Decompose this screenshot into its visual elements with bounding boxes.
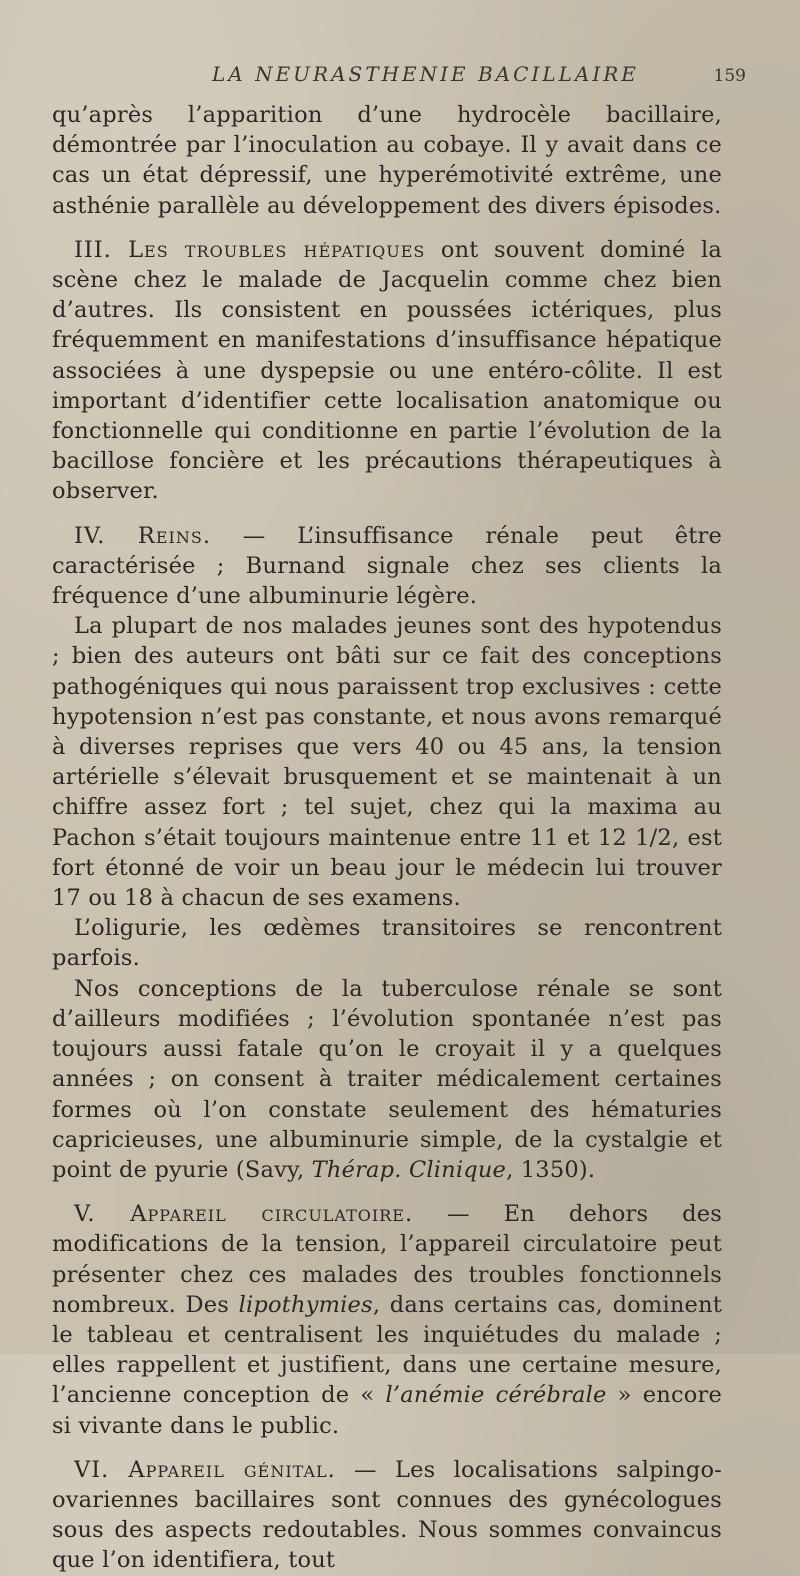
term-lipothymies: lipothymies <box>238 1291 373 1318</box>
paragraph-text-p6b: , 1350). <box>506 1156 596 1183</box>
paragraph-text-p6a: Nos conceptions de la tuberculose rénale se sont d’ailleurs modifiées ; l’évolution spontanée n’est pas toujours aussi fatale qu’on le croyait il y a quelques années ; on consent à traiter médicalement certaines formes où l’on constate seulement des hématuries capricieuses, une albuminurie simple, de la cystalgie et point de pyurie (Savy, <box>52 975 722 1183</box>
paragraph-reins <box>52 521 722 612</box>
paragraph-text-p7a: — En dehors des modifications de la tension, l’appareil circulatoire peut présenter chez ces malades des troubles fonctionnels nombreux. Des <box>52 1201 722 1318</box>
section-heading-iv: IV. Reins. <box>74 522 211 549</box>
running-title: LA NEURASTHENIE BACILLAIRE <box>212 62 639 86</box>
paragraph-text-iv: — L’insuffisance rénale peut être caractérisée ; Burnand signale chez ses clients la fréquence d’une albuminurie légère. <box>52 522 723 610</box>
paragraph-troubles-hepatiques <box>52 235 722 507</box>
paragraph-text-vi: — Les localisations salpingo-ovariennes bacillaires sont connues des gynécologues sous des aspects redoutables. Nous sommes convaincus que l’on identifiera, tout <box>52 1456 722 1574</box>
section-heading-v: V. Appareil circulatoire. <box>74 1201 414 1228</box>
section-heading-vi: VI. Appareil génital. <box>74 1456 336 1483</box>
paragraph-oligurie: L’oligurie, les œdèmes transitoires se rencontrent parfois. <box>52 915 722 972</box>
page-number: 159 <box>713 66 746 86</box>
paragraph-appareil-circulatoire <box>52 1199 722 1441</box>
paragraph-tuberculose-renale <box>52 974 722 1185</box>
paragraph-text-p7c: » encore si vivante dans le public. <box>52 1382 722 1439</box>
citation-title: Thérap. Clinique <box>311 1156 507 1183</box>
paragraph-hypotension: La plupart de nos malades jeunes sont des hypotendus ; bien des auteurs ont bâti sur ce fait des conceptions pathogéniques qui nous paraissent trop exclusives : cette hypotension n’est pas constante, et nous avons remarqué à diverses reprises que vers 40 ou 45 ans, la tension artérielle s’élevait brusquement et se maintenait à un chiffre assez fort ; tel sujet, chez qui la maxima au Pachon s’était toujours maintenue entre 11 et 12 1/2, est fort étonné de voir un beau jour le médecin lui trouver 17 ou 18 à chacun de ses examens. <box>52 613 722 912</box>
running-header <box>212 62 746 86</box>
book-page <box>52 62 746 1576</box>
paragraph-text-p7b: , dans certains cas, dominent le tableau et centralisent les inquiétudes du malade ; elles rappellent et justifient, dans une certaine mesure, l’ancienne conception de « <box>52 1291 722 1409</box>
paragraph-appareil-genital <box>52 1455 722 1576</box>
term-anemie-cerebrale: l’anémie cérébrale <box>385 1382 607 1409</box>
paragraph-hydrocele: qu’après l’apparition d’une hydrocèle bacillaire, démontrée par l’inoculation au cobaye. Il y avait dans ce cas un état dépressif, une hyperémotivité extrême, une asthénie parallèle au développement des divers épisodes. <box>52 102 722 219</box>
section-heading-iii: III. Les troubles hépatiques <box>74 236 426 263</box>
paragraph-text-iii: ont souvent dominé la scène chez le malade de Jacquelin comme chez bien d’autres. Ils consistent en poussées ictériques, plus fréquemment en manifestations d’insuffisance hépatique associées à une dyspepsie ou une entéro-côlite. Il est important d’identifier cette localisation anatomique ou fonctionnelle qui conditionne en partie l’évolution de la bacillose foncière et les précautions thérapeutiques à observer. <box>52 236 722 505</box>
